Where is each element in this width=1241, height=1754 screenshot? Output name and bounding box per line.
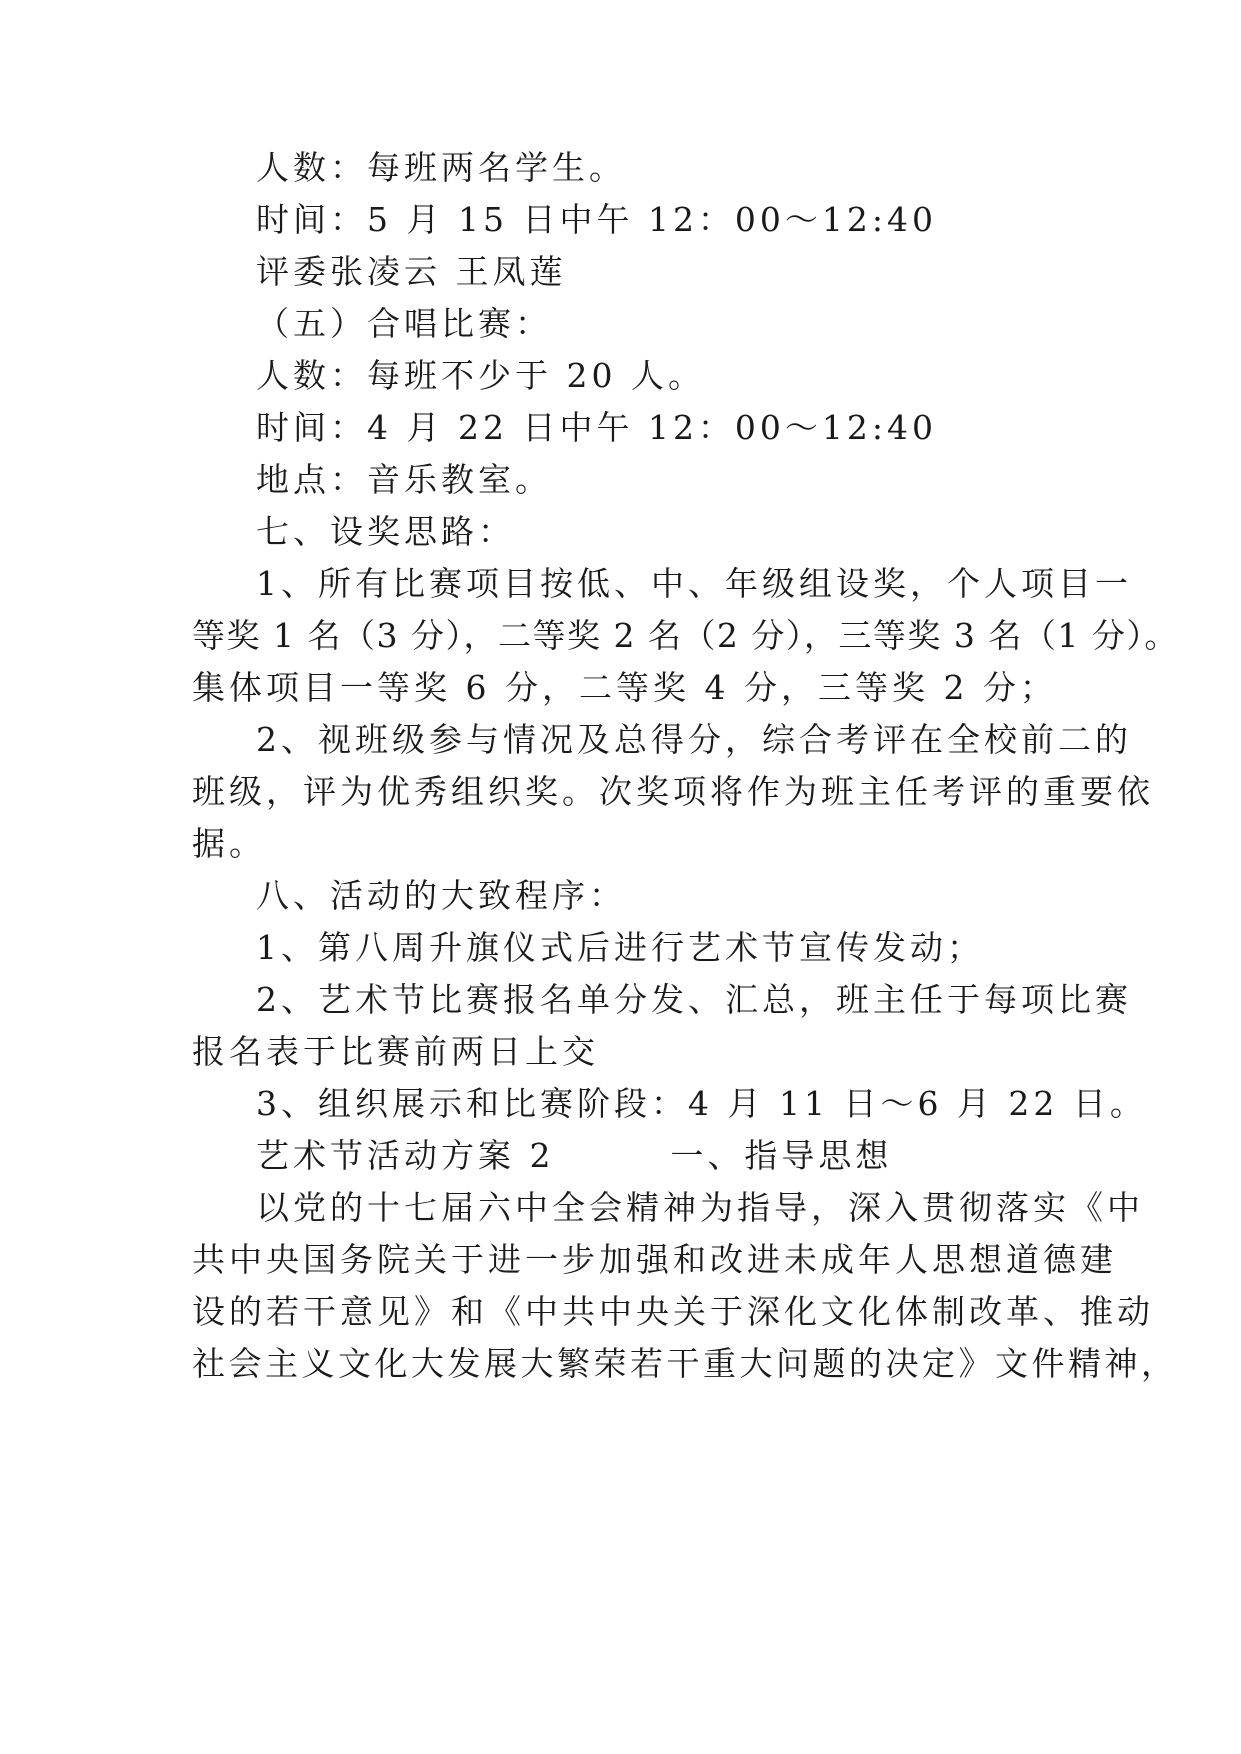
text-line: 时间：4 月 22 日中午 12：00～12:40 bbox=[256, 408, 938, 447]
text-line: 社会主义文化大发展大繁荣若干重大问题的决定》文件精神， bbox=[192, 1344, 1178, 1383]
text-line: 等奖 1 名（3 分），二等奖 2 名（2 分），三等奖 3 名（1 分）。 bbox=[192, 616, 1179, 655]
text-line: 人数：每班不少于 20 人。 bbox=[256, 356, 705, 395]
text-line: 1、所有比赛项目按低、中、年级组设奖，个人项目一 bbox=[256, 564, 1132, 603]
section-heading: 七、设奖思路： bbox=[256, 512, 515, 551]
text-line: 评委张凌云 王凤莲 bbox=[256, 252, 567, 291]
document-title: 艺术节活动方案 2 一、指导思想 bbox=[256, 1136, 893, 1175]
text-line: 报名表于比赛前两日上交 bbox=[192, 1032, 599, 1071]
text-line: 时间：5 月 15 日中午 12：00～12:40 bbox=[256, 200, 938, 239]
text-line: （五）合唱比赛： bbox=[256, 304, 552, 343]
text-line: 1、第八周升旗仪式后进行艺术节宣传发动； bbox=[256, 928, 984, 967]
section-heading: 八、活动的大致程序： bbox=[256, 876, 626, 915]
text-line: 共中央国务院关于进一步加强和改进未成年人思想道德建 bbox=[192, 1240, 1117, 1279]
text-line: 人数：每班两名学生。 bbox=[256, 148, 626, 187]
text-line: 据。 bbox=[192, 824, 266, 863]
text-line: 集体项目一等奖 6 分，二等奖 4 分，三等奖 2 分； bbox=[192, 668, 1057, 707]
text-line: 班级，评为优秀组织奖。次奖项将作为班主任考评的重要依 bbox=[192, 772, 1154, 811]
text-line: 地点：音乐教室。 bbox=[256, 460, 552, 499]
text-line: 3、组织展示和比赛阶段：4 月 11 日～6 月 22 日。 bbox=[256, 1084, 1147, 1123]
text-line: 以党的十七届六中全会精神为指导，深入贯彻落实《中 bbox=[256, 1188, 1144, 1227]
text-line: 设的若干意见》和《中共中央关于深化文化体制改革、推动 bbox=[192, 1292, 1154, 1331]
text-line: 2、艺术节比赛报名单分发、汇总，班主任于每项比赛 bbox=[256, 980, 1132, 1019]
text-line: 2、视班级参与情况及总得分，综合考评在全校前二的 bbox=[256, 720, 1132, 759]
